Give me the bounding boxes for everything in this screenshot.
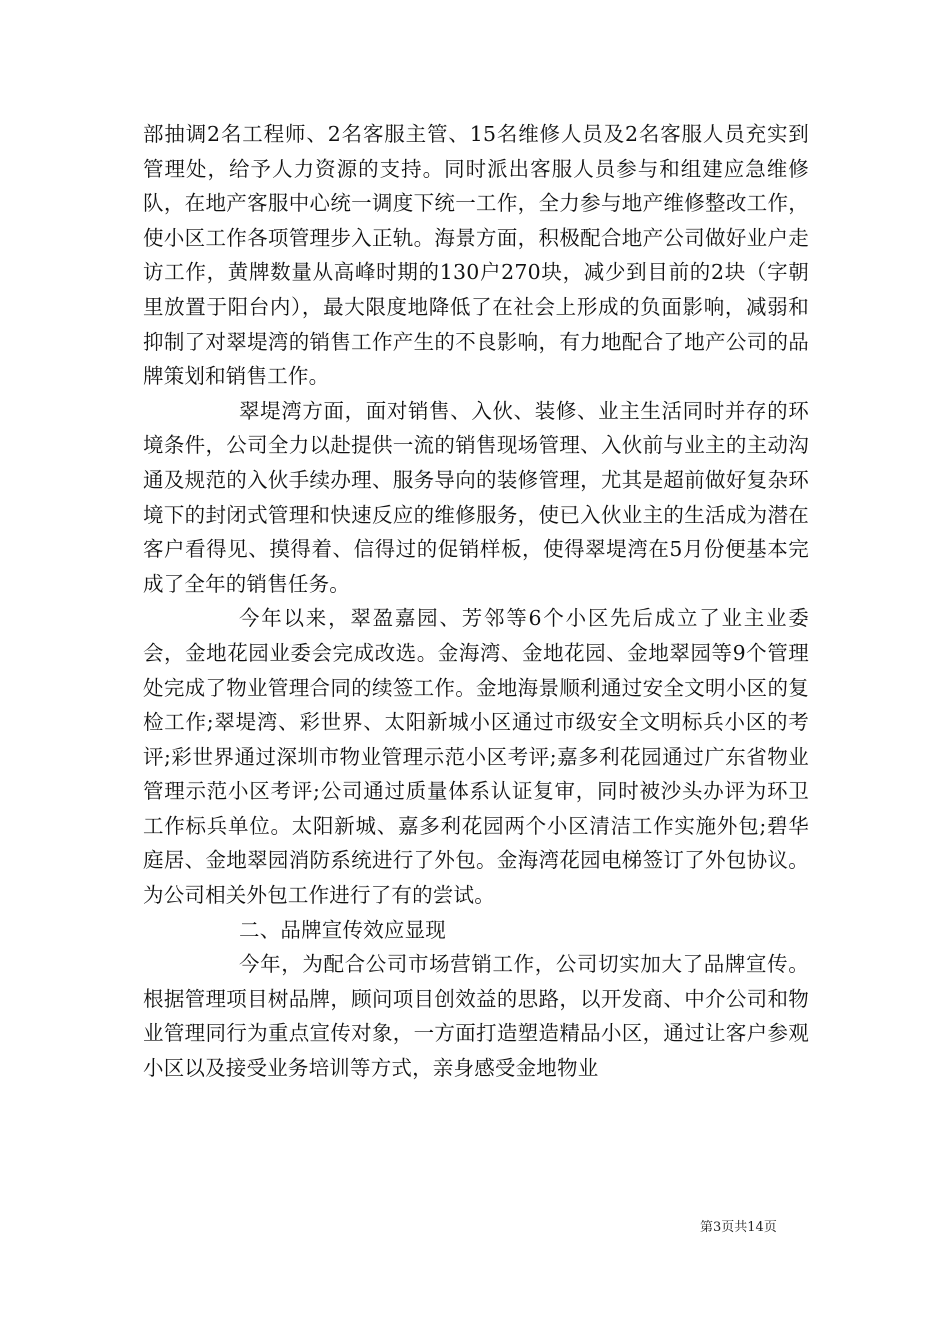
document-body xyxy=(143,117,809,1086)
paragraph-brand-promotion: 今年，为配合公司市场营销工作，公司切实加大了品牌宣传。根据管理项目树品牌，顾问项目创效益的思路，以开发商、中介公司和物业管理同行为重点宣传对象，一方面打造塑造精品小区，通过让客户参观小区以及接受业务培训等方式，亲身感受金地物业 xyxy=(143,952,809,1081)
paragraph-staffing-support: 部抽调2名工程师、2名客服主管、15名维修人员及2名客服人员充实到管理处，给予人力资源的支持。同时派出客服人员参与和组建应急维修队，在地产客服中心统一调度下统一工作，全力参与地产维修整改工作，使小区工作各项管理步入正轨。海景方面，积极配合地产公司做好业户走访工作，黄牌数量从高峰时期的130户270块，减少到目前的2块（字朝里放置于阳台内），最大限度地降低了在社会上形成的负面影响，减弱和抑制了对翠堤湾的销售工作产生的不良影响，有力地配合了地产公司的品牌策划和销售工作。 xyxy=(143,122,809,389)
paragraph-achievements: 今年以来，翠盈嘉园、芳邻等6个小区先后成立了业主业委会，金地花园业委会完成改选。金海湾、金地花园、金地翠园等9个管理处完成了物业管理合同的续签工作。金地海景顺利通过安全文明小区的复检工作;翠堤湾、彩世界、太阳新城小区通过市级安全文明标兵小区的考评;彩世界通过深圳市物业管理示范小区考评;嘉多利花园通过广东省物业管理示范小区考评;公司通过质量体系认证复审，同时被沙头办评为环卫工作标兵单位。太阳新城、嘉多利花园两个小区清洁工作实施外包;碧华庭居、金地翠园消防系统进行了外包。金海湾花园电梯签订了外包协议。为公司相关外包工作进行了有的尝试。 xyxy=(143,606,809,908)
paragraph-cuitiwan: 翠堤湾方面，面对销售、入伙、装修、业主生活同时并存的环境条件，公司全力以赴提供一流的销售现场管理、入伙前与业主的主动沟通及规范的入伙手续办理、服务导向的装修管理，尤其是超前做好复杂环境下的封闭式管理和快速反应的维修服务，使已入伙业主的生活成为潜在客户看得见、摸得着、信得过的促销样板，使得翠堤湾在5月份便基本完成了全年的销售任务。 xyxy=(143,398,809,596)
section-heading-brand: 二、品牌宣传效应显现 xyxy=(239,917,446,942)
page-number: 第3页共14页 xyxy=(700,1220,777,1235)
